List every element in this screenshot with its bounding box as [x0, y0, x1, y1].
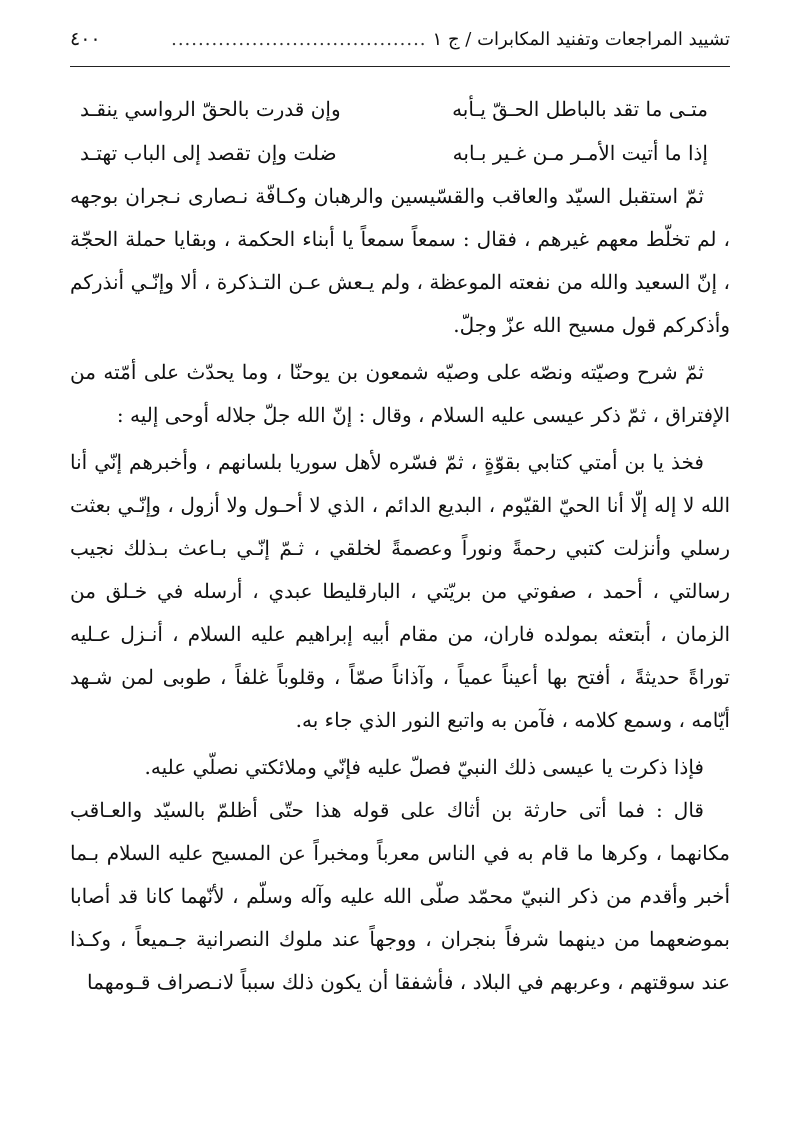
verse-first-hemistich: متـى ما تقد بالباطل الحـقّ يـأبه	[452, 97, 708, 121]
verse-first-hemistich: إذا ما أتيت الأمـر مـن غـير بـابه	[452, 141, 708, 165]
verse-second-hemistich: ضلت وإن تقصد إلى الباب تهتـد	[80, 141, 337, 165]
poem-verse	[70, 87, 730, 131]
poem-verse	[70, 131, 730, 175]
running-head	[171, 29, 730, 50]
paragraph: فخذ يا بن أمتي كتابي بقوّةٍ ، ثمّ فسّره لأهل سوريا بلسانهم ، وأخبرهم إنّي أنا الله لا إله إلّا أنا الحيّ القيّوم ، البديع الدائم ، الذي لا أحـول ولا أزول ، وإنّـي بعثت رسلي وأنزلت كتبي رحمةً ونوراً وعصمةً لخلقي ، ثـمّ إنّـي بـاعث بـذلك نجيب رسالتي ، أحمد ، صفوتي من بريّتي ، البارقليطا عبدي ، أرسله في خـلق من الزمان ، أبتعثه بمولده فاران، من مقام أبيه إبراهيم عليه السلام ، أنـزل عـليه توراةً حديثةً ، أفتح بها أعيناً عمياً ، وآذاناً صمّاً ، وقلوباً غلفاً ، طوبى لمن شـهد أيّامه ، وسمع كلامه ، فآمن به واتبع النور الذي جاء به.	[70, 450, 730, 732]
leader-dots: ......................................	[171, 29, 427, 50]
page-number: ٤٠٠	[70, 28, 101, 50]
verse-second-hemistich: وإن قدرت بالحقّ الرواسي ينقـد	[80, 97, 341, 121]
poem	[70, 87, 730, 175]
paragraph: ثمّ استقبل السيّد والعاقب والقسّيسين والرهبان وكـافّة نـصارى نـجران بوجهه ، لم تخلّط معهم غيرهم ، فقال : سمعاً سمعاً يا أبناء الحكمة ، وبقايا حملة الحجّة ، إنّ السعيد والله من نفعته الموعظة ، ولم يـعش عـن التـذكرة ، ألا وإنّـي أنذركم وأذكركم قول مسيح الله عزّ وجلّ.	[70, 184, 730, 337]
book-title: تشييد المراجعات وتفنيد المكابرات / ج ١	[432, 29, 730, 50]
book-page	[70, 28, 730, 1004]
paragraph: قال : فما أتى حارثة بن أثاك على قوله هذا حتّى أظلمّ بالسيّد والعـاقب مكانهما ، وكرها ما قام به في الناس معرباً ومخبراً عن المسيح عليه السلام بـما أخبر وأقدم من ذكر النبيّ محمّد صلّى الله عليه وآله وسلّم ، لأنّهما كانا قد أصابا بموضعهما من دينهما شرفاً بنجران ، ووجهاً عند ملوك النصرانية جـميعاً ، وكـذا عند سوقتهم ، وعربهم في البلاد ، فأشفقا أن يكون ذلك سبباً لانـصراف قـومهما	[70, 798, 730, 994]
page-header	[70, 28, 730, 67]
paragraph: ثمّ شرح وصيّته ونصّه على وصيّه شمعون بن يوحنّا ، وما يحدّث على أمّته من الإفتراق ، ثمّ ذكر عيسى عليه السلام ، وقال : إنّ الله جلّ جلاله أوحى إليه :	[70, 360, 730, 427]
paragraph: فإذا ذكرت يا عيسى ذلك النبيّ فصلّ عليه فإنّي وملائكتي نصلّي عليه.	[144, 755, 704, 779]
